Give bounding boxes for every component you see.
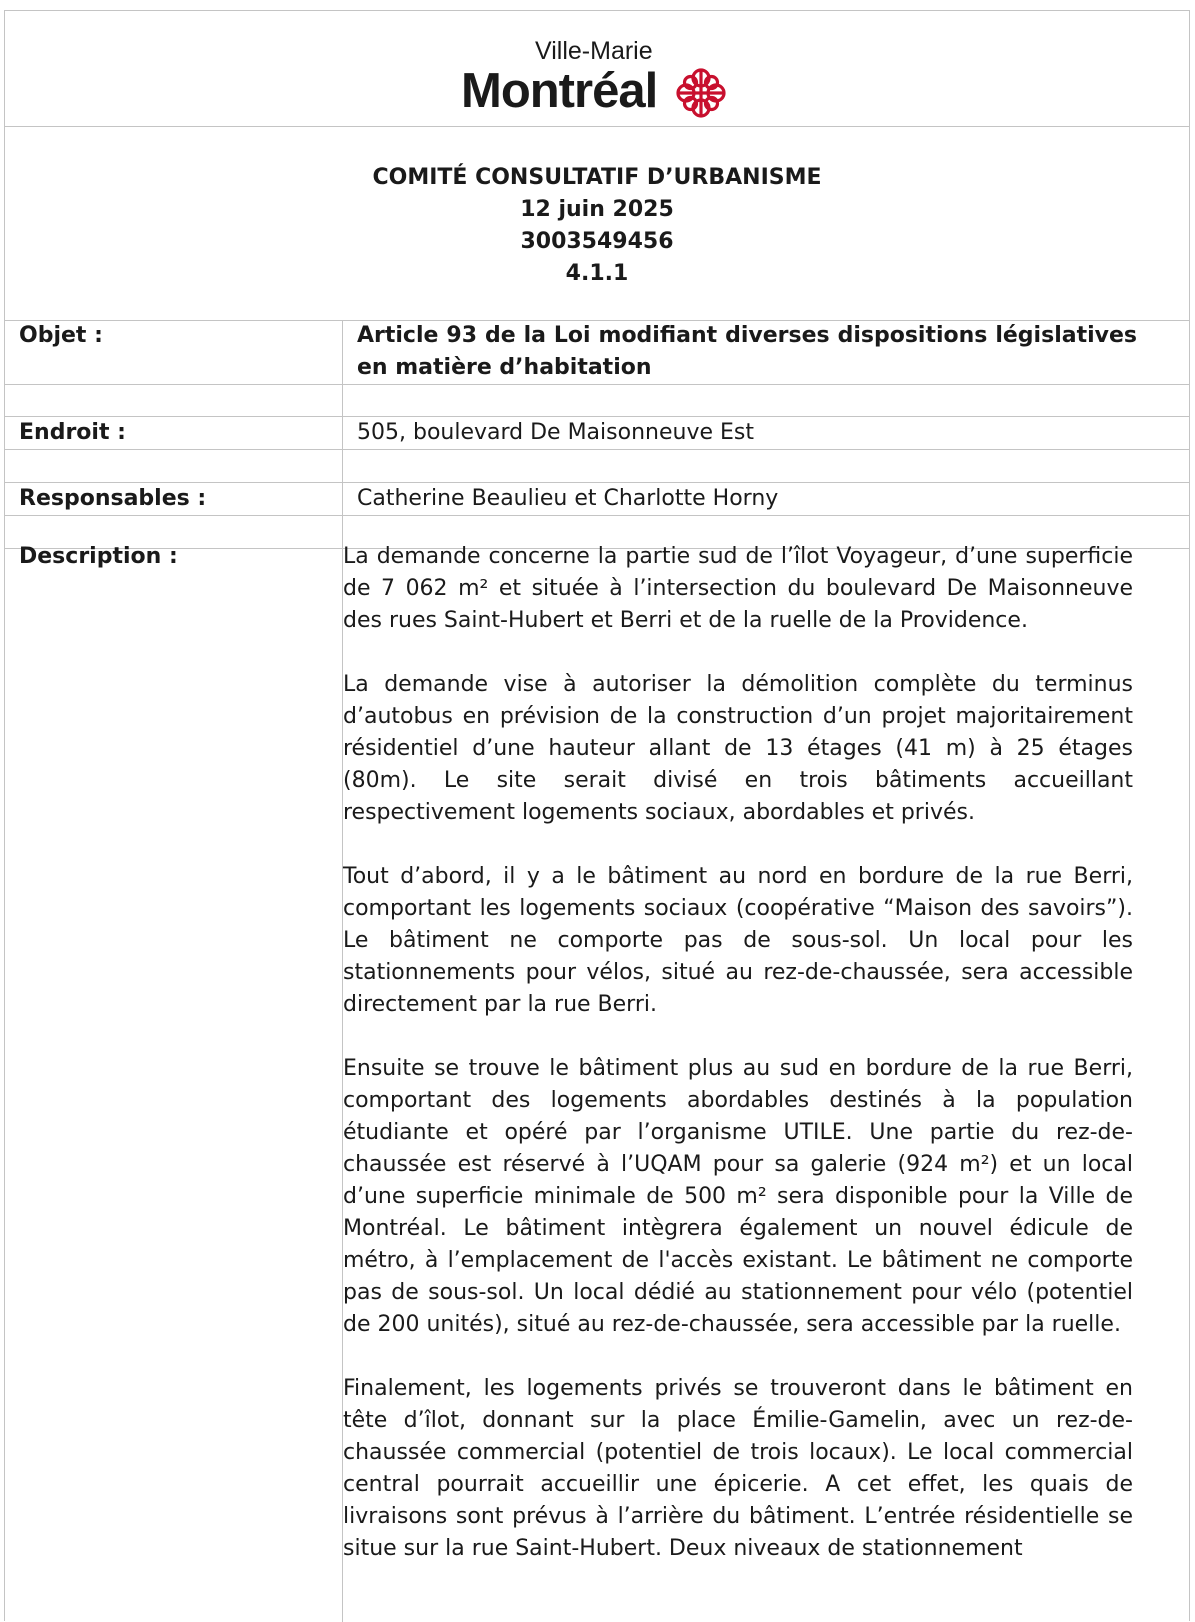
row-spacer [5, 450, 1189, 483]
responsables-value: Catherine Beaulieu et Charlotte Horny [357, 486, 779, 511]
description-paragraph: Tout d’abord, il y a le bâtiment au nord en bordure de la rue Berri, comportant les logements sociaux (coopérative “Maison des savoirs”). Le bâtiment ne comporte pas de sous-sol. Un local pour les stationnements pour vélos, situé au rez-de-chaussée, sera accessible directement par la rue Berri. [343, 864, 1133, 1017]
row-endroit [5, 417, 1189, 450]
document-header [5, 126, 1189, 321]
description-label: Description : [19, 544, 178, 569]
agenda-item: 4.1.1 [565, 261, 629, 286]
row-spacer [5, 385, 1189, 417]
rosette-icon [673, 65, 729, 121]
description-paragraph: La demande concerne la partie sud de l’îlot Voyageur, d’une superficie de 7 062 m² et située à l’intersection du boulevard De Maisonneuve des rues Saint-Hubert et Berri et de la ruelle de la Providence. [343, 544, 1133, 633]
description-body [343, 541, 1133, 1597]
montreal-logo [455, 37, 745, 122]
file-number: 3003549456 [520, 229, 674, 254]
logo-borough-name: Ville-Marie [535, 37, 653, 65]
responsables-label: Responsables : [19, 486, 207, 511]
document-frame [4, 10, 1190, 1621]
endroit-label: Endroit : [19, 420, 126, 445]
objet-value: Article 93 de la Loi modifiant diverses dispositions législatives en matière d’habitation [357, 323, 1137, 380]
description-paragraph: La demande vise à autoriser la démolition complète du terminus d’autobus en prévision de la construction d’un projet majoritairement résidentiel d’une hauteur allant de 13 étages (41 m) à 25 étages (80m). Le site serait divisé en trois bâtiments accueillant respectivement logements sociaux, abordables et privés. [343, 672, 1133, 825]
description-paragraph: Ensuite se trouve le bâtiment plus au sud en bordure de la rue Berri, comportant des logements abordables destinés à la population étudiante et opéré par l’organisme UTILE. Une partie du rez-de-chaussée est réservé à l’UQAM pour sa galerie (924 m²) et un local d’une superficie minimale de 500 m² sera disponible pour la Ville de Montréal. Le bâtiment intègrera également un nouvel édicule de métro, à l’emplacement de l'accès existant. Le bâtiment ne comporte pas de sous-sol. Un local dédié au stationnement pour vélo (potentiel de 200 unités), situé au rez-de-chaussée, sera accessible par la ruelle. [343, 1056, 1133, 1337]
logo-city-name: Montréal [461, 64, 658, 118]
description-paragraph: Finalement, les logements privés se trouveront dans le bâtiment en tête d’îlot, donnant sur la place Émilie-Gamelin, avec un rez-de-chaussée commercial (potentiel de trois locaux). Le local commercial central pourrait accueillir une épicerie. A cet effet, les quais de livraisons sont prévus à l’arrière du bâtiment. L’entrée résidentielle se situe sur la rue Saint-Hubert. Deux niveaux de stationnement [343, 1376, 1133, 1561]
row-responsables [5, 483, 1189, 516]
endroit-value: 505, boulevard De Maisonneuve Est [357, 420, 754, 445]
logo-section [5, 11, 1189, 127]
committee-title: COMITÉ CONSULTATIF D’URBANISME [372, 165, 822, 190]
objet-label: Objet : [19, 323, 103, 348]
meeting-date: 12 juin 2025 [520, 197, 674, 222]
row-objet [5, 320, 1189, 385]
